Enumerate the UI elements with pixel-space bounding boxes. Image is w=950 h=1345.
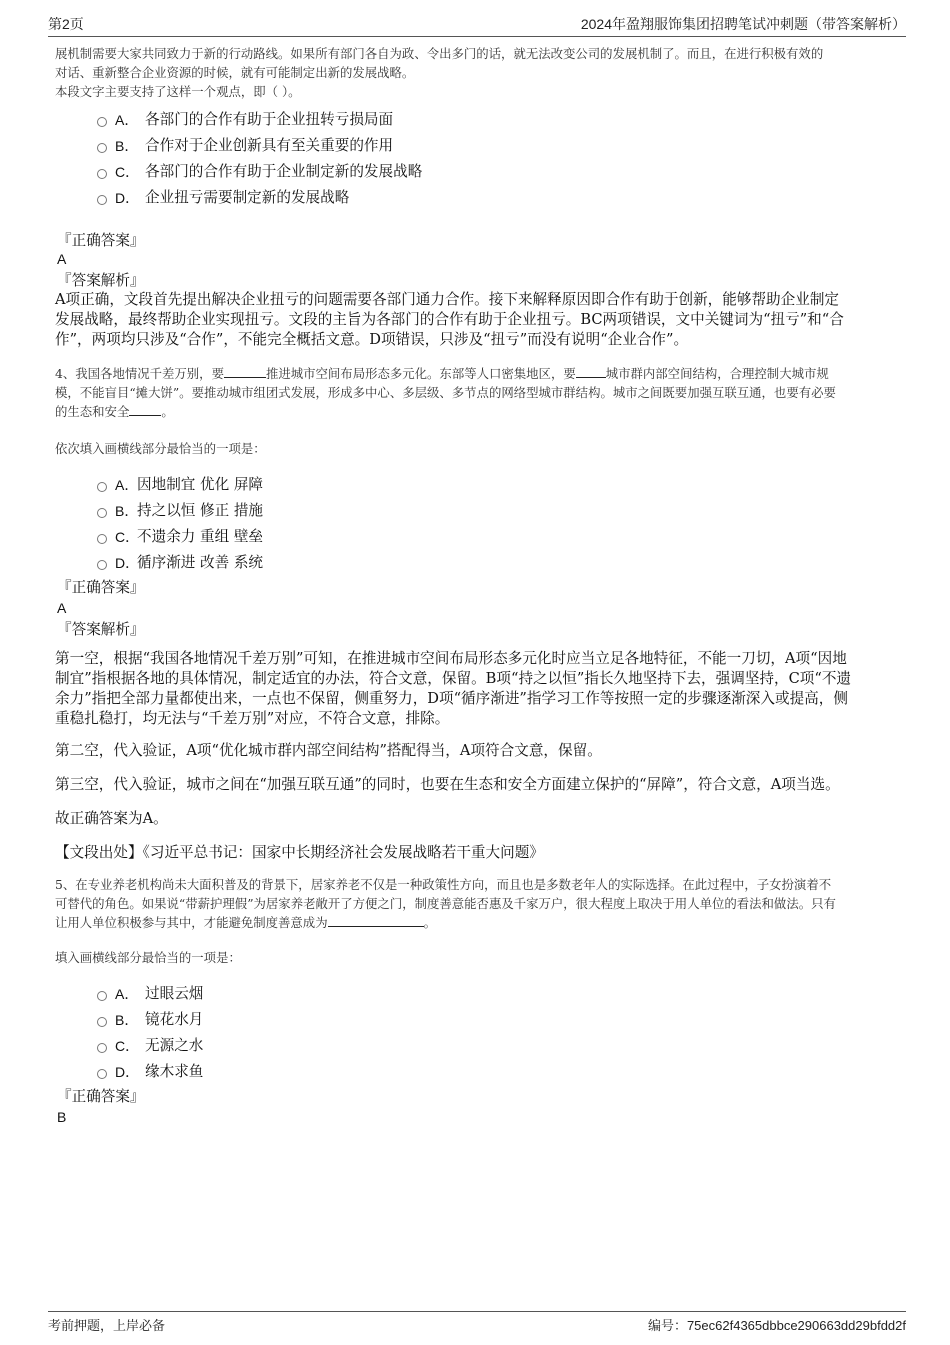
analysis-paragraph: 第三空，代入验证，城市之间在“加强互联互通”的同时，也要在生态和安全方面建立保护的“屏障”，符合文意，A项当选。 (55, 776, 840, 793)
option-c[interactable]: C． 不遗余力 重组 壁垒 (55, 524, 900, 550)
question-stem-line: 模，不能盲目“摊大饼”。要推动城市组团式发展，形成多中心、多层级、多节点的网络型城市群结构。城市之间既要加强互联互通，也要有必要 (55, 385, 836, 400)
fill-blank (576, 365, 606, 378)
question-stem-line: 5、在专业养老机构尚未大面积普及的背景下，居家养老不仅是一种政策性方向，而且也是多数老年人的实际选择。在此过程中，子女扮演着不 (55, 877, 832, 892)
option-a[interactable]: A． 因地制宜 优化 屏障 (55, 472, 900, 498)
option-b[interactable]: B． 合作对于企业创新具有至关重要的作用 (55, 133, 900, 159)
analysis-label: 『答案解析』 (57, 272, 145, 289)
analysis-line: 发展战略，最终帮助企业实现扭亏。文段的主旨为各部门的合作有助于企业扭亏。BC两项错误，文中关键词为“扭亏”和“合 (55, 311, 844, 328)
question-3 (55, 44, 900, 350)
radio-icon[interactable] (97, 143, 107, 153)
answer-value: A (57, 251, 67, 267)
document-code: 编号：75ec62f4365dbbce290663dd29bfdd2f (647, 1318, 906, 1334)
question-stem-line: 本段文字主要支持了这样一个观点，即（ ）。 (55, 84, 301, 99)
option-a[interactable]: A． 各部门的合作有助于企业扭转亏损局面 (55, 107, 900, 133)
analysis-line: 作”，两项均只涉及“合作”，不能完全概括文意。D项错误，只涉及“扭亏”而没有说明“企业合作”。 (55, 331, 689, 348)
footer-slogan: 考前押题，上岸必备 (48, 1319, 166, 1334)
radio-icon[interactable] (97, 991, 107, 1001)
question-stem-line: 可替代的角色。如果说“带薪护理假”为居家养老敞开了方便之门，制度善意能否惠及千家万户，很大程度上取决于用人单位的看法和做法。只有 (55, 896, 836, 911)
radio-icon[interactable] (97, 1017, 107, 1027)
question-stem-line: 让用人单位积极参与其中，才能避免制度善意成为 。 (55, 915, 436, 930)
page-number: 第2页 (48, 16, 84, 32)
page-header (48, 12, 906, 37)
question-stem-line: 的生态和安全 。 (55, 404, 174, 419)
options-list (55, 107, 900, 211)
analysis-paragraph: 故正确答案为A。 (55, 810, 168, 827)
option-d[interactable]: D． 缘木求鱼 (55, 1059, 900, 1085)
radio-icon[interactable] (97, 1043, 107, 1053)
radio-icon[interactable] (97, 560, 107, 570)
analysis-line: 第一空，根据“我国各地情况千差万别”可知，在推进城市空间布局形态多元化时应当立足各地特征，不能一刀切，A项“因地 (55, 650, 847, 667)
question-4 (55, 364, 900, 863)
analysis-line: A项正确，文段首先提出解决企业扭亏的问题需要各部门通力合作。接下来解释原因即合作有助于创新，能够帮助企业制定 (55, 291, 840, 308)
options-list (55, 472, 900, 576)
option-b[interactable]: B． 镜花水月 (55, 1007, 900, 1033)
question-stem-line: 4、我国各地情况千差万别，要 推进城市空间布局形态多元化。东部等人口密集地区，要 城市群内部空间结构，合理控制大城市规 (55, 366, 829, 381)
answer-value: A (57, 600, 67, 616)
radio-icon[interactable] (97, 117, 107, 127)
analysis-paragraph: 第二空，代入验证，A项“优化城市群内部空间结构”搭配得当，A项符合文意，保留。 (55, 742, 602, 759)
page-content (55, 44, 900, 1127)
answer-value: B (57, 1109, 67, 1125)
question-prompt: 依次填入画横线部分最恰当的一项是： (55, 441, 266, 456)
options-list (55, 981, 900, 1085)
fill-blank (224, 365, 266, 378)
analysis-paragraph (55, 649, 900, 729)
option-b[interactable]: B． 持之以恒 修正 措施 (55, 498, 900, 524)
radio-icon[interactable] (97, 195, 107, 205)
radio-icon[interactable] (97, 508, 107, 518)
analysis-line: 余力”指把全部力量都使出来，一点也不保留，侧重努力，D项“循序渐进”指学习工作等按照一定的步骤逐渐深入或提高，侧 (55, 690, 848, 707)
question-stem-line: 展机制需要大家共同致力于新的行动路线。如果所有部门各自为政、令出多门的话，就无法改变公司的发展机制了。而且，在进行积极有效的 (55, 46, 824, 61)
radio-icon[interactable] (97, 534, 107, 544)
option-c[interactable]: C． 无源之水 (55, 1033, 900, 1059)
page-footer (48, 1311, 906, 1336)
radio-icon[interactable] (97, 169, 107, 179)
source-citation: 【文段出处】《习近平总书记：国家中长期经济社会发展战略若干重大问题》 (55, 844, 544, 861)
analysis-line: 重稳扎稳打，均无法与“千差万别”对应，不符合文意，排除。 (55, 710, 450, 727)
radio-icon[interactable] (97, 1069, 107, 1079)
question-stem-line: 对话、重新整合企业资源的时候，就有可能制定出新的发展战略。 (55, 65, 415, 80)
question-prompt: 填入画横线部分最恰当的一项是： (55, 950, 241, 965)
option-c[interactable]: C． 各部门的合作有助于企业制定新的发展战略 (55, 159, 900, 185)
option-a[interactable]: A． 过眼云烟 (55, 981, 900, 1007)
answer-label: 『正确答案』 (57, 232, 145, 249)
answer-label: 『正确答案』 (57, 1088, 145, 1105)
document-title: 2024年盈翔服饰集团招聘笔试冲刺题（带答案解析） (580, 16, 906, 32)
option-d[interactable]: D． 企业扭亏需要制定新的发展战略 (55, 185, 900, 211)
answer-label: 『正确答案』 (57, 579, 145, 596)
option-d[interactable]: D． 循序渐进 改善 系统 (55, 550, 900, 576)
fill-blank (328, 914, 424, 927)
question-5 (55, 875, 900, 1127)
analysis-line: 制宜”指根据各地的具体情况，制定适宜的办法，符合文意，保留。B项“持之以恒”指长久地坚持下去，强调坚持，C项“不遗 (55, 670, 852, 687)
radio-icon[interactable] (97, 482, 107, 492)
fill-blank (129, 403, 161, 416)
analysis-label: 『答案解析』 (57, 621, 145, 638)
